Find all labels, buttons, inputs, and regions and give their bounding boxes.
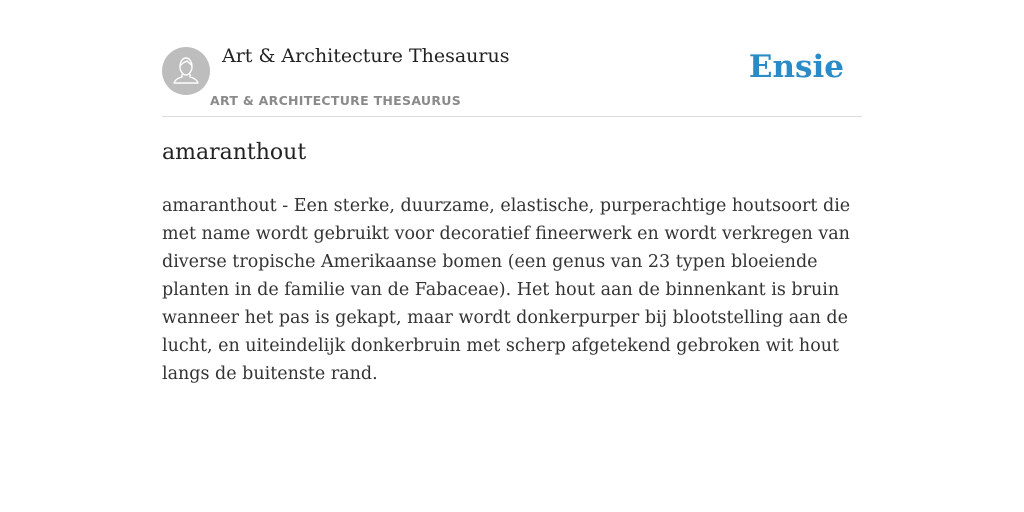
source-title[interactable]: Art & Architecture Thesaurus [222, 45, 510, 67]
header [162, 0, 862, 117]
site-logo[interactable]: Ensie [748, 49, 844, 85]
avatar[interactable] [162, 47, 210, 95]
page [162, 0, 862, 384]
entry-title: amaranthout [162, 140, 307, 165]
user-silhouette-icon [162, 47, 210, 95]
entry-body: amaranthout - Een sterke, duurzame, elastische, purperachtige houtsoort die met name wordt gebruikt voor decoratief fineerwerk en wordt verkregen van diverse tropische Amerikaanse bomen (een genus van 23 typen bloeiende planten in de familie van de Fabaceae). Het hout aan de binnenkant is bruin wanneer het pas is gekapt, maar wordt donkerpurper bij blootstelling aan de lucht, en uiteindelijk donkerbruin met scherp afgetekend gebroken wit hout langs de buitenste rand. [162, 196, 851, 384]
source-subtitle[interactable]: ART & ARCHITECTURE THESAURUS [210, 93, 462, 108]
